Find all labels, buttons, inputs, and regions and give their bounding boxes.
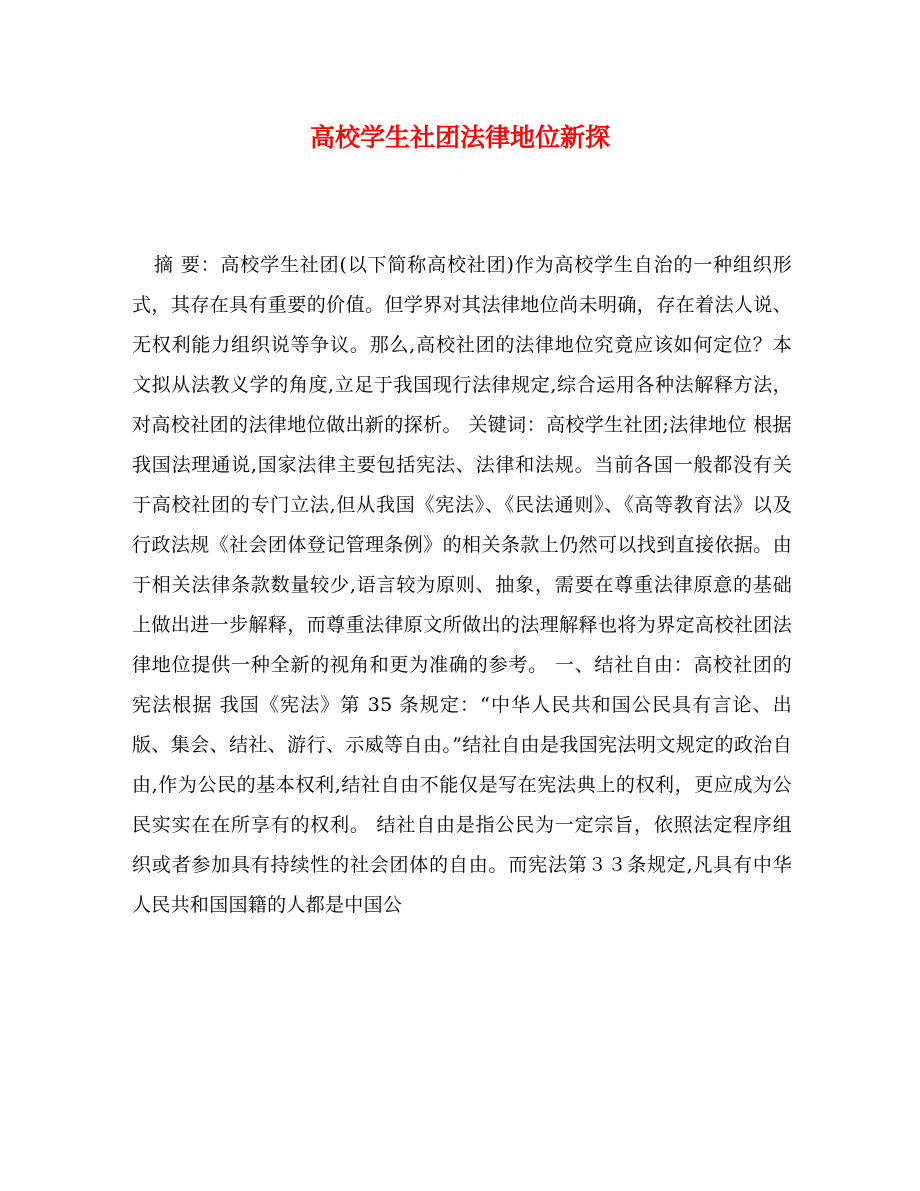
document-body: 摘 要：高校学生社团(以下简称高校社团)作为高校学生自治的一种组织形式，其存在具有重要的价值。但学界对其法律地位尚未明确，存在着法人说、无权利能力组织说等争议。那么,高校社团的法律地位究竟应该如何定位？本文拟从法教义学的角度,立足于我国现行法律规定,综合运用各种法解释方法，对高校社团的法律地位做出新的探析。 关键词：高校学生社团;法律地位 根据我国法理通说,国家法律主要包括宪法、法律和法规。当前各国一般都没有关于高校社团的专门立法,但从我国《宪法》、《民法通则》、《高等教育法》以及行政法规《社会团体登记管理条例》的相关条款上仍然可以找到直接依据。由于相关法律条款数量较少,语言较为原则、抽象，需要在尊重法律原意的基础上做出进一步解释，而尊重法律原文所做出的法理解释也将为界定高校社团法律地位提供一种全新的视角和更为准确的参考。 一、结社自由：高校社团的宪法根据 我国《宪法》第 35 条规定：“中华人民共和国公民具有言论、出版、集会、结社、游行、示威等自由。”结社自由是我国宪法明文规定的政治自由,作为公民的基本权利,结社自由不能仅是写在宪法典上的权利，更应成为公民实实在在所享有的权利。 结社自由是指公民为一定宗旨，依照法定程序组织或者参加具有持续性的社会团体的自由。而宪法第３３条规定,凡具有中华人民共和国国籍的人都是中国公: [132, 254, 792, 916]
document-title: 高校学生社团法律地位新探: [309, 123, 610, 152]
